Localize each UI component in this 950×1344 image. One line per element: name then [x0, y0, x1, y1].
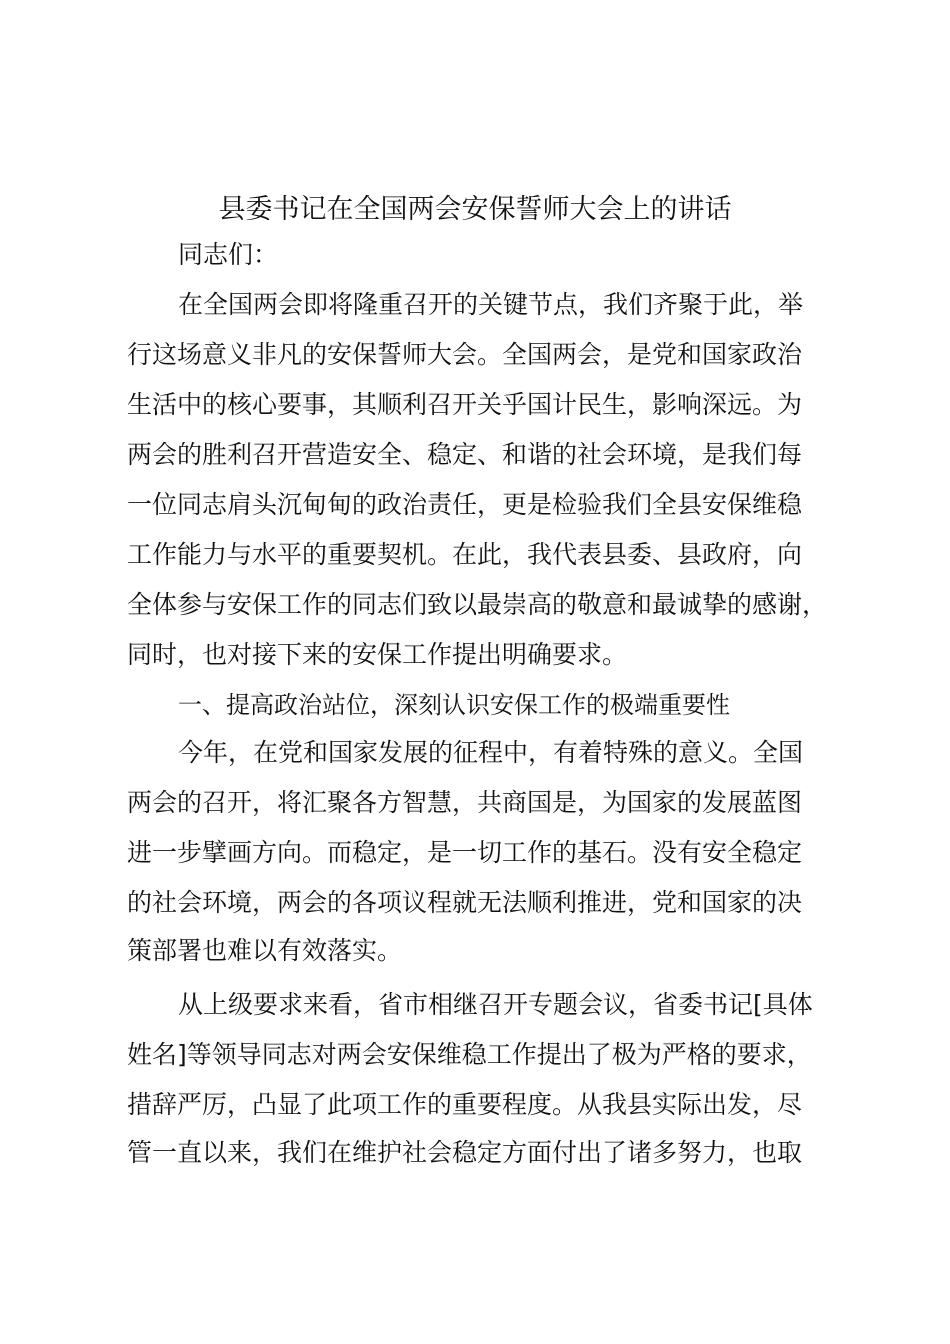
paragraph-line: 工作能力与水平的重要契机。在此，我代表县委、县政府，向: [127, 540, 803, 569]
paragraph-line: 策部署也难以有效落实。: [127, 936, 403, 965]
salutation: 同志们：: [178, 240, 279, 269]
paragraph-line: 今年，在党和国家发展的征程中，有着特殊的意义。全国: [178, 738, 804, 767]
paragraph-line: 从上级要求来看，省市相继召开专题会议，省委书记[具体: [178, 990, 813, 1019]
paragraph-line: 管一直以来，我们在维护社会稳定方面付出了诸多努力，也取: [127, 1138, 803, 1167]
paragraph-line: 全体参与安保工作的同志们致以最崇高的敬意和最诚挚的感谢，: [127, 590, 828, 619]
paragraph-line: 同时，也对接下来的安保工作提出明确要求。: [127, 640, 628, 669]
paragraph-line: 姓名]等领导同志对两会安保维稳工作提出了极为严格的要求，: [127, 1040, 812, 1069]
paragraph-line: 两会的胜利召开营造安全、稳定、和谐的社会环境，是我们每: [127, 440, 803, 469]
paragraph-line: 行这场意义非凡的安保誓师大会。全国两会，是党和国家政治: [127, 340, 803, 369]
paragraph-line: 在全国两会即将隆重召开的关键节点，我们齐聚于此，举: [178, 290, 804, 319]
paragraph-line: 生活中的核心要事，其顺利召开关乎国计民生，影响深远。为: [127, 390, 803, 419]
paragraph-line: 两会的召开，将汇聚各方智慧，共商国是，为国家的发展蓝图: [127, 788, 803, 817]
paragraph-line: 的社会环境，两会的各项议程就无法顺利推进，党和国家的决: [127, 888, 803, 917]
section-heading: 一、提高政治站位，深刻认识安保工作的极端重要性: [178, 691, 730, 719]
paragraph-line: 一位同志肩头沉甸甸的政治责任，更是检验我们全县安保维稳: [127, 490, 803, 519]
paragraph-line: 措辞严厉，凸显了此项工作的重要程度。从我县实际出发，尽: [127, 1090, 803, 1119]
document-title: 县委书记在全国两会安保誓师大会上的讲话: [218, 194, 732, 225]
paragraph-line: 进一步擘画方向。而稳定，是一切工作的基石。没有安全稳定: [127, 838, 803, 867]
